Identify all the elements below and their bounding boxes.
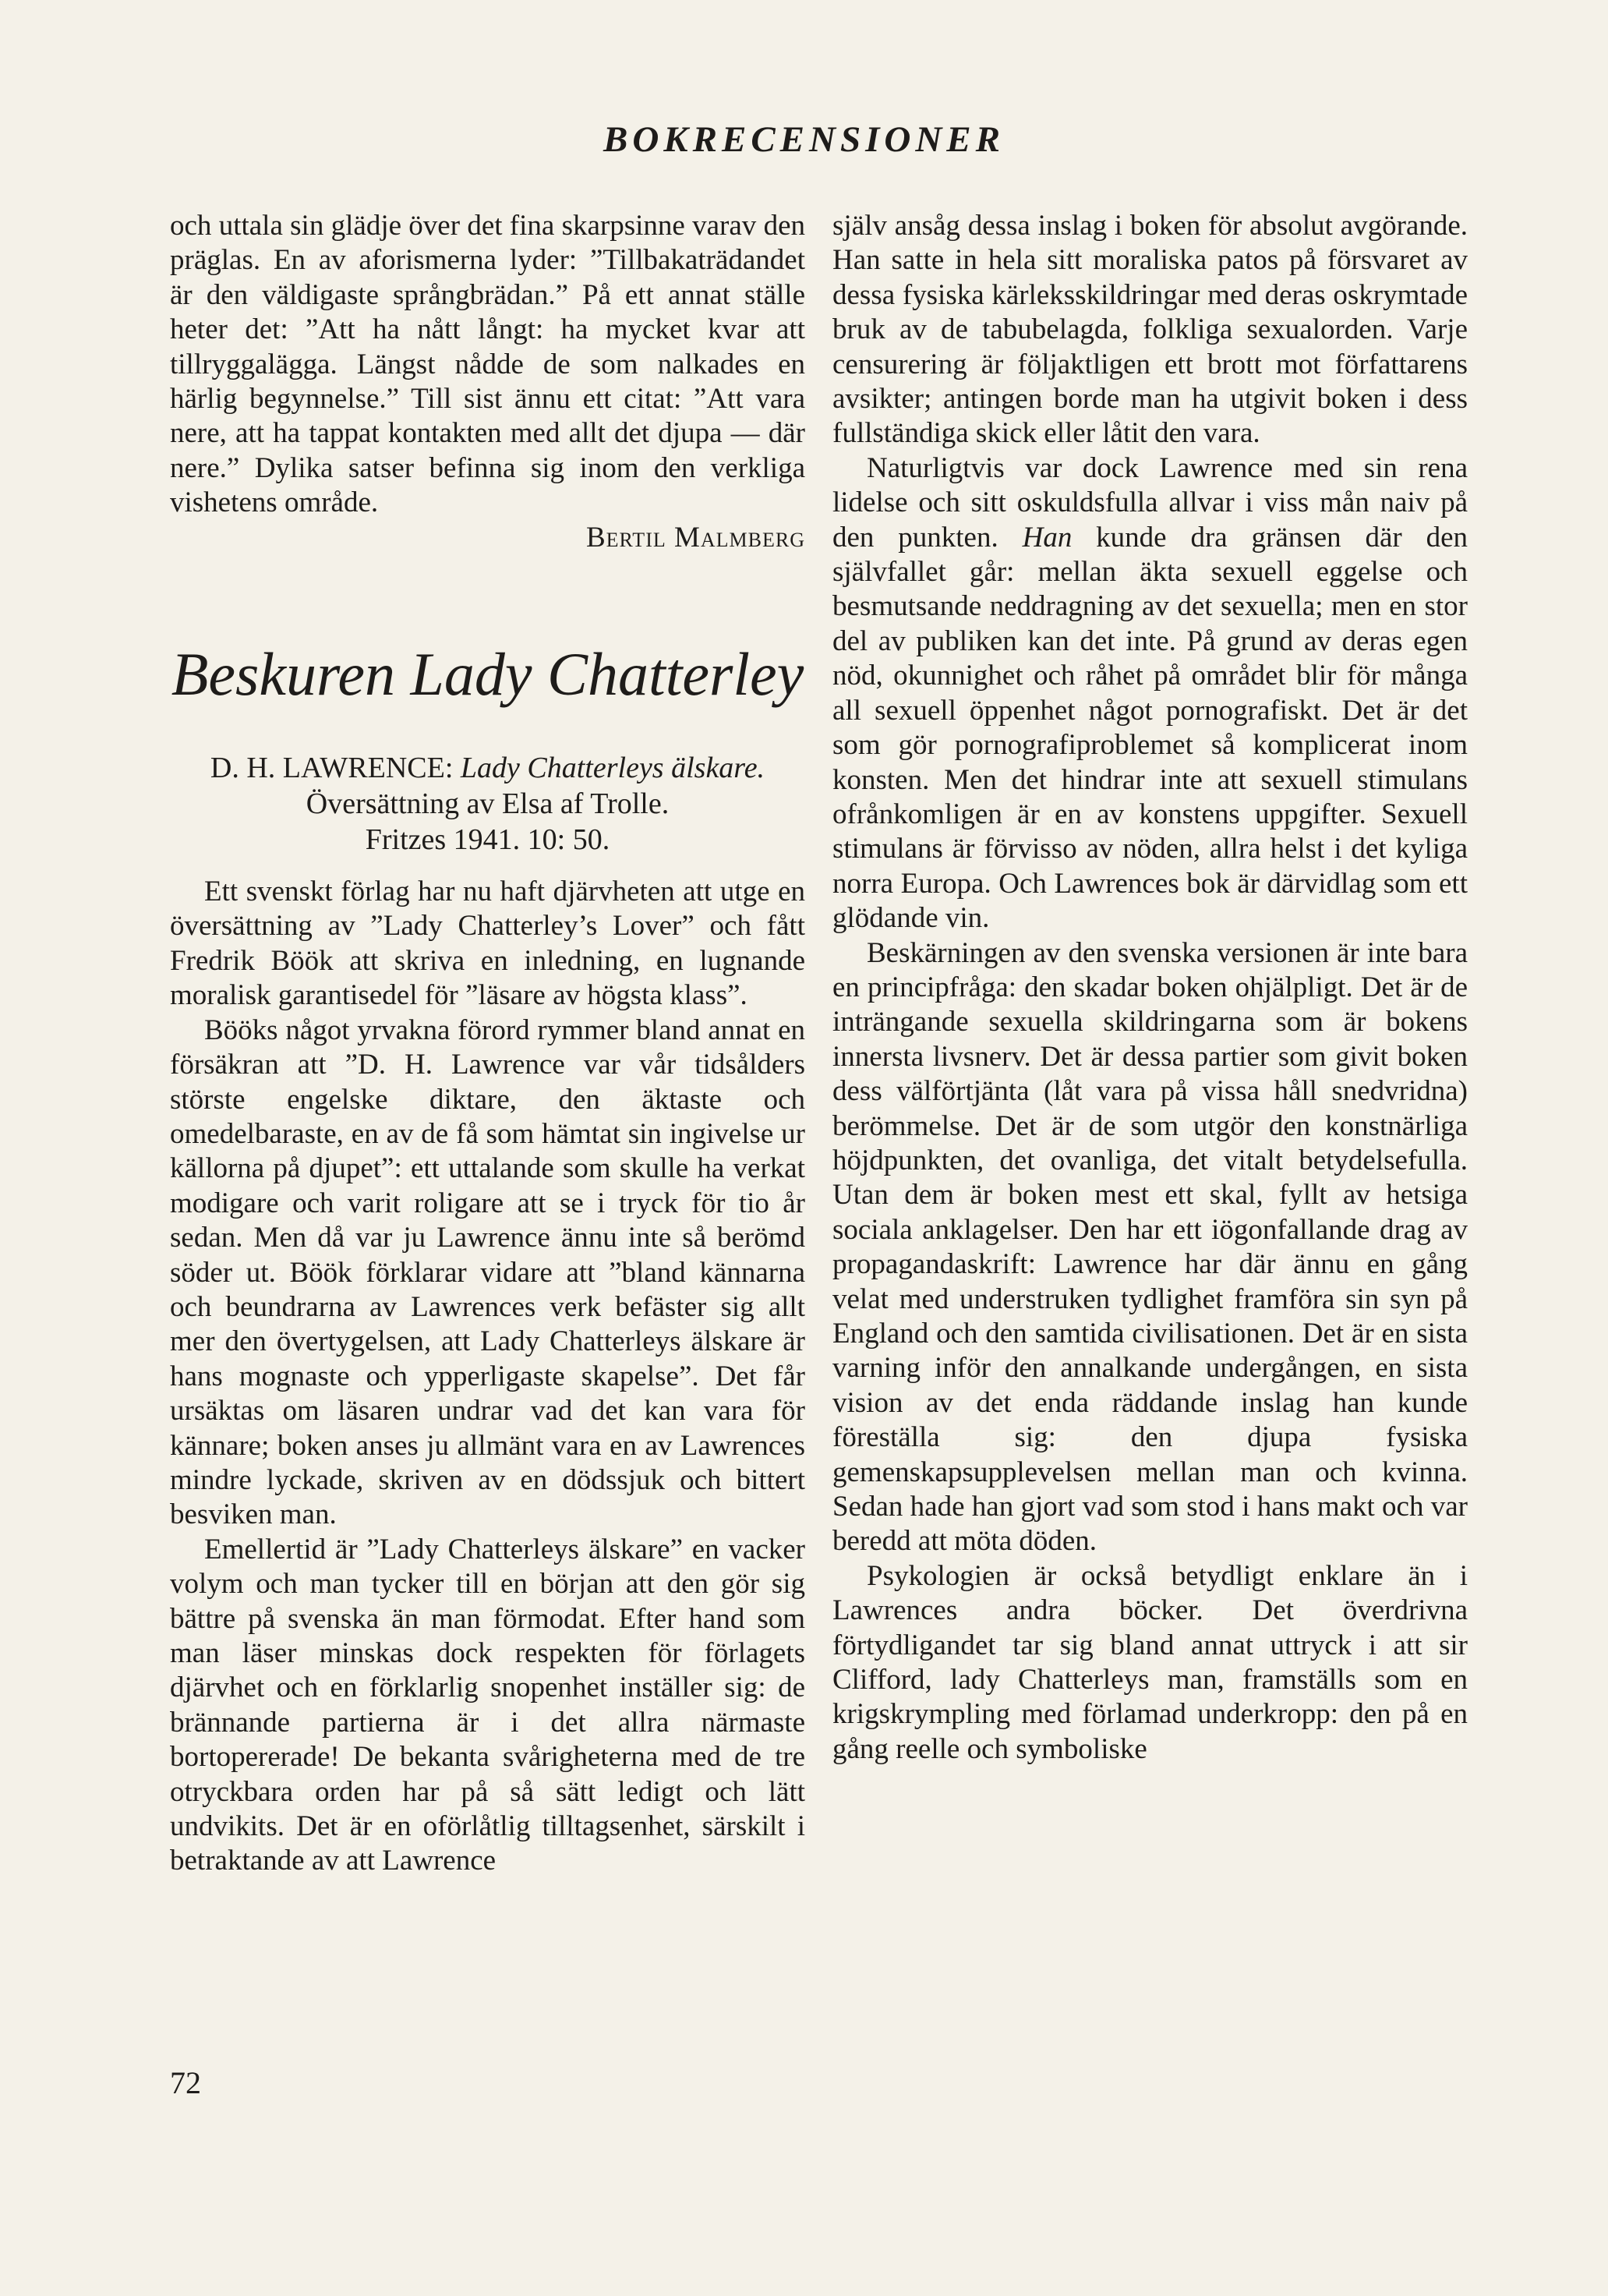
right-column xyxy=(832,209,1468,1767)
paragraph: Bööks något yrvakna förord rymmer bland annat en försäkran att ”D. H. Lawrence var vår tidsålders störste engelske diktare, den äktaste och omedelbaraste, en av de få som hämtat sin ingivelse ur källorna på djupet”: ett uttalande som skulle ha verkat modigare och varit roligare att se i tryck för tio år sedan. Men då var ju Lawrence ännu inte så berömd söder ut. Böök förklarar vidare att ”bland kännarna och beundrarna av Lawrences verk befäster sig allt mer den övertygelsen, att Lady Chatterleys älskare är hans mognaste och ypperligaste skapelse”. Det får ursäktas om läsaren undrar vad det kan vara för kännare; boken anses ju allmänt vara en av Lawrences mindre lyckade, skriven av en dödssjuk och bittert besviken man. xyxy=(170,1014,805,1531)
running-header: BOKRECENSIONER xyxy=(603,119,1005,160)
paragraph xyxy=(832,451,1468,936)
page-number: 72 xyxy=(170,2065,201,2100)
paragraph: själv ansåg dessa inslag i boken för absolut avgörande. Han satte in hela sitt moraliska patos på försvaret av dessa fysiska kärleksskildringar med deras oskrymtade bruk av de tabubelagda, folkliga sexualorden. Varje censurering är följaktligen ett brott mot författarens avsikter; antingen borde man ha utgivit boken i dess fullständiga skick eller låtit den vara. xyxy=(832,210,1468,450)
byline-translation: Översättning av Elsa af Trolle. xyxy=(306,787,670,821)
byline-publisher: Fritzes 1941. 10: 50. xyxy=(365,823,610,857)
paragraph: Ett svenskt förlag har nu haft djärvheten att utge en översättning av ”Lady Chatterley’s Lover” och fått Fredrik Böök att skriva en inledning, en lugnande moralisk garantisedel för ”läsare av högsta klass”. xyxy=(170,876,805,1012)
paragraph-text: Naturligtvis var dock Lawrence med sin rena lidelse och sitt oskuldsfulla allvar i viss mån naiv på den punkten. xyxy=(832,451,1468,554)
byline-author: D. H. LAWRENCE: xyxy=(210,752,461,785)
byline xyxy=(170,750,805,858)
paragraph: Emellertid är ”Lady Chatterleys älskare” en vacker volym och man tycker till en början att den gör sig bättre på svenska än man förmodat. Efter hand som man läser minskas dock respekten för förlagets djärvhet och en förklarlig snopenhet inställer sig: de brännande partierna är i det allra närmaste bortopererade! De bekanta svårigheterna med de tre otryckbara orden har på så sätt ledigt och lätt undvikits. Det är en oförlåtlig tilltagsenhet, särskilt i betraktande av att Lawrence xyxy=(170,1533,805,1877)
paragraph: Beskärningen av den svenska versionen är inte bara en principfråga: den skadar boken ohjälpligt. Det är de inträngande sexuella skildringarna som är bokens innersta livsnerv. Det är dessa partier som givit boken dess välförtjänta (låt vara på vissa håll snedvridna) berömmelse. Det är de som utgör den konstnärliga höjdpunkten, det ovanliga, det vitalt betydelsefulla. Utan dem är boken mest ett skal, fyllt av hetsiga sociala anklagelser. Den har ett iögonfallande drag av propagandaskrift: Lawrence har där ännu en gång velat med understruken tydlighet framföra sin syn på England och den samtida civilisationen. Det är en sista varning inför den annalkande undergången, en sista vision av det enda räddande inslag han kunde föreställa sig: den djupa fysiska gemenskapsupplevelsen mellan man och kvinna. Sedan hade han gjort vad som stod i hans makt och var beredd att möta döden. xyxy=(832,936,1468,1558)
paragraph: och uttala sin glädje över det fina skarpsinne varav den präglas. En av aforismerna lyder: ”Tillbakaträdandet är den väldigaste språngbrädan.” På ett annat ställe heter det: ”Att ha nått långt: ha mycket kvar att tillryggalägga. Längst nådde de som nalkades en härlig begynnelse.” Till sist ännu ett citat: ”Att vara nere, att ha tappat kontakten med allt det djupa — där nere.” Dylika satser befinna sig inom den verkliga vishetens område. xyxy=(170,210,805,519)
paragraph: Psykologien är också betydligt enklare än i Lawrences andra böcker. Det överdrivna förtydligandet tar sig bland annat uttryck i att sir Clifford, lady Chatterleys man, framställs som en krigskrympling med förlamad underkropp: den på en gång reelle och symboliske xyxy=(832,1559,1468,1765)
review-signature: Bertil Malmberg xyxy=(585,521,805,554)
left-column xyxy=(170,209,805,1879)
paragraph-text: kunde dra gränsen där den självfallet går: mellan äkta sexuell eggelse och besmutsande neddragning av det sexuella; men en stor del av publiken kan det inte. På grund av deras egen nöd, okunnighet och råhet på området blir för många all sexuell öppenhet något pornografiskt. Det är det som gör pornografiproblemet så komplicerat inom konsten. Men det hindrar inte att sexuell stimulans ofrånkomligen är en av konstens uppgifter. Sexuell stimulans är förvisso av nöden, allra helst i det kyliga norra Europa. Och Lawrences bok är därvidlag som ett glödande vin. xyxy=(832,521,1468,935)
emphasized-word: Han xyxy=(1022,521,1073,554)
byline-work-title: Lady Chatterleys älskare. xyxy=(460,752,765,785)
article-title: Beskuren Lady Chatterley xyxy=(171,640,804,709)
